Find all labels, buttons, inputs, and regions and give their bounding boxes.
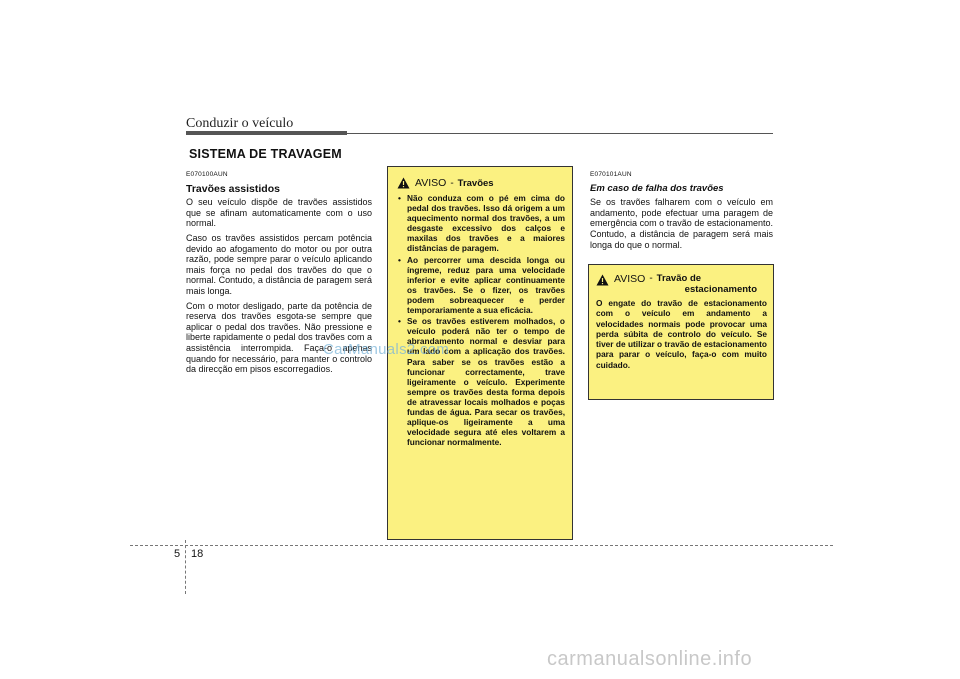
warning-subtitle: Travões	[457, 177, 494, 189]
warning-dash: -	[649, 273, 653, 284]
left-paragraph: Caso os travões assistidos percam potência devido ao afogamento do motor ou por outra razão, pode sempre parar o veículo aplicando mais força no pedal dos travões do que o normal. Contudo, a distância de paragem será mais longa.	[186, 232, 372, 296]
warning-label: AVISO	[415, 177, 447, 189]
footer-dashed-rule	[130, 545, 833, 546]
chapter-title: Conduzir o veículo	[186, 116, 294, 131]
warning-box-parking-brake	[588, 264, 774, 400]
warning-subtitle-line: estacionamento	[684, 284, 757, 295]
warning-subtitle-line: Travão de	[656, 273, 702, 284]
warning-title	[397, 177, 565, 189]
warning-list	[397, 193, 565, 447]
right-column	[590, 170, 773, 254]
warning-subtitle	[657, 273, 757, 295]
watermark-center: CarManuals2.com	[323, 341, 450, 358]
warning-label: AVISO	[614, 273, 646, 285]
left-paragraph: O seu veículo dispõe de travões assistidos que se afinam automaticamente com o uso normal.	[186, 197, 372, 229]
warning-item: • Não conduza com o pé em cima do pedal dos travões. Isso dá origem a um aquecimento normal dos travões, a um desgaste excessivo dos calços e maxilas dos travões e a maiores distâncias de paragem.	[407, 193, 565, 254]
header-rule-accent	[186, 131, 347, 135]
left-paragraph: Com o motor desligado, parte da potência de reserva dos travões esgota-se sempre que aplicar o pedal dos travões. Não pressione e liberte rapidamente o pedal dos travões com a assistência interrompida. Faça-o apenas quando for necessário, para manter o controlo da direcção em pisos escorregadios.	[186, 300, 372, 375]
warning-body: O engate do travão de estacionamento com o veículo em andamento a velocidades normais pode provocar uma perda súbita de controlo do veículo. Se tiver de utilizar o travão de estacionamento para parar o veículo, faça-o com muito cuidado.	[596, 298, 767, 370]
section-code: E070101AUN	[590, 171, 632, 178]
watermark-footer: carmanualsonline.info	[547, 648, 753, 670]
warning-triangle-icon	[596, 274, 609, 286]
page-number: 18	[191, 548, 204, 560]
chapter-number: 5	[174, 548, 181, 560]
section-title: SISTEMA DE TRAVAGEM	[189, 147, 342, 161]
warning-dash: -	[450, 177, 454, 189]
warning-item: • Ao percorrer uma descida longa ou íngreme, reduz para uma velocidade inferior e evite aplicar continuamente os travões. Se o fizer, os travões podem sobreaquecer e perder temporariamente a sua eficácia.	[407, 255, 565, 316]
left-heading: Travões assistidos	[186, 182, 280, 195]
warning-title	[596, 273, 767, 295]
warning-triangle-icon	[397, 177, 410, 189]
right-heading: Em caso de falha dos travões	[590, 182, 724, 194]
footer-dashed-divider	[185, 540, 186, 594]
section-code: E070100AUN	[186, 171, 228, 178]
right-paragraph: Se os travões falharem com o veículo em andamento, pode efectuar uma paragem de emergência com o travão de estacionamento. Contudo, a distância de paragem será mais longa do que o normal.	[590, 197, 773, 250]
warning-item: • Se os travões estiverem molhados, o veículo poderá não ter o tempo de abrandamento normal e desviar para um lado com a aplicação dos travões. Para saber se os travões estão a funcionar correctamente, trave ligeiramente o veículo. Experimente sempre os travões desta forma depois de atravessar locais molhados e poças fundas de água. Para secar os travões, aplique-os ligeiramente a uma velocidade segura até eles voltarem a funcionar normalmente.	[407, 316, 565, 447]
